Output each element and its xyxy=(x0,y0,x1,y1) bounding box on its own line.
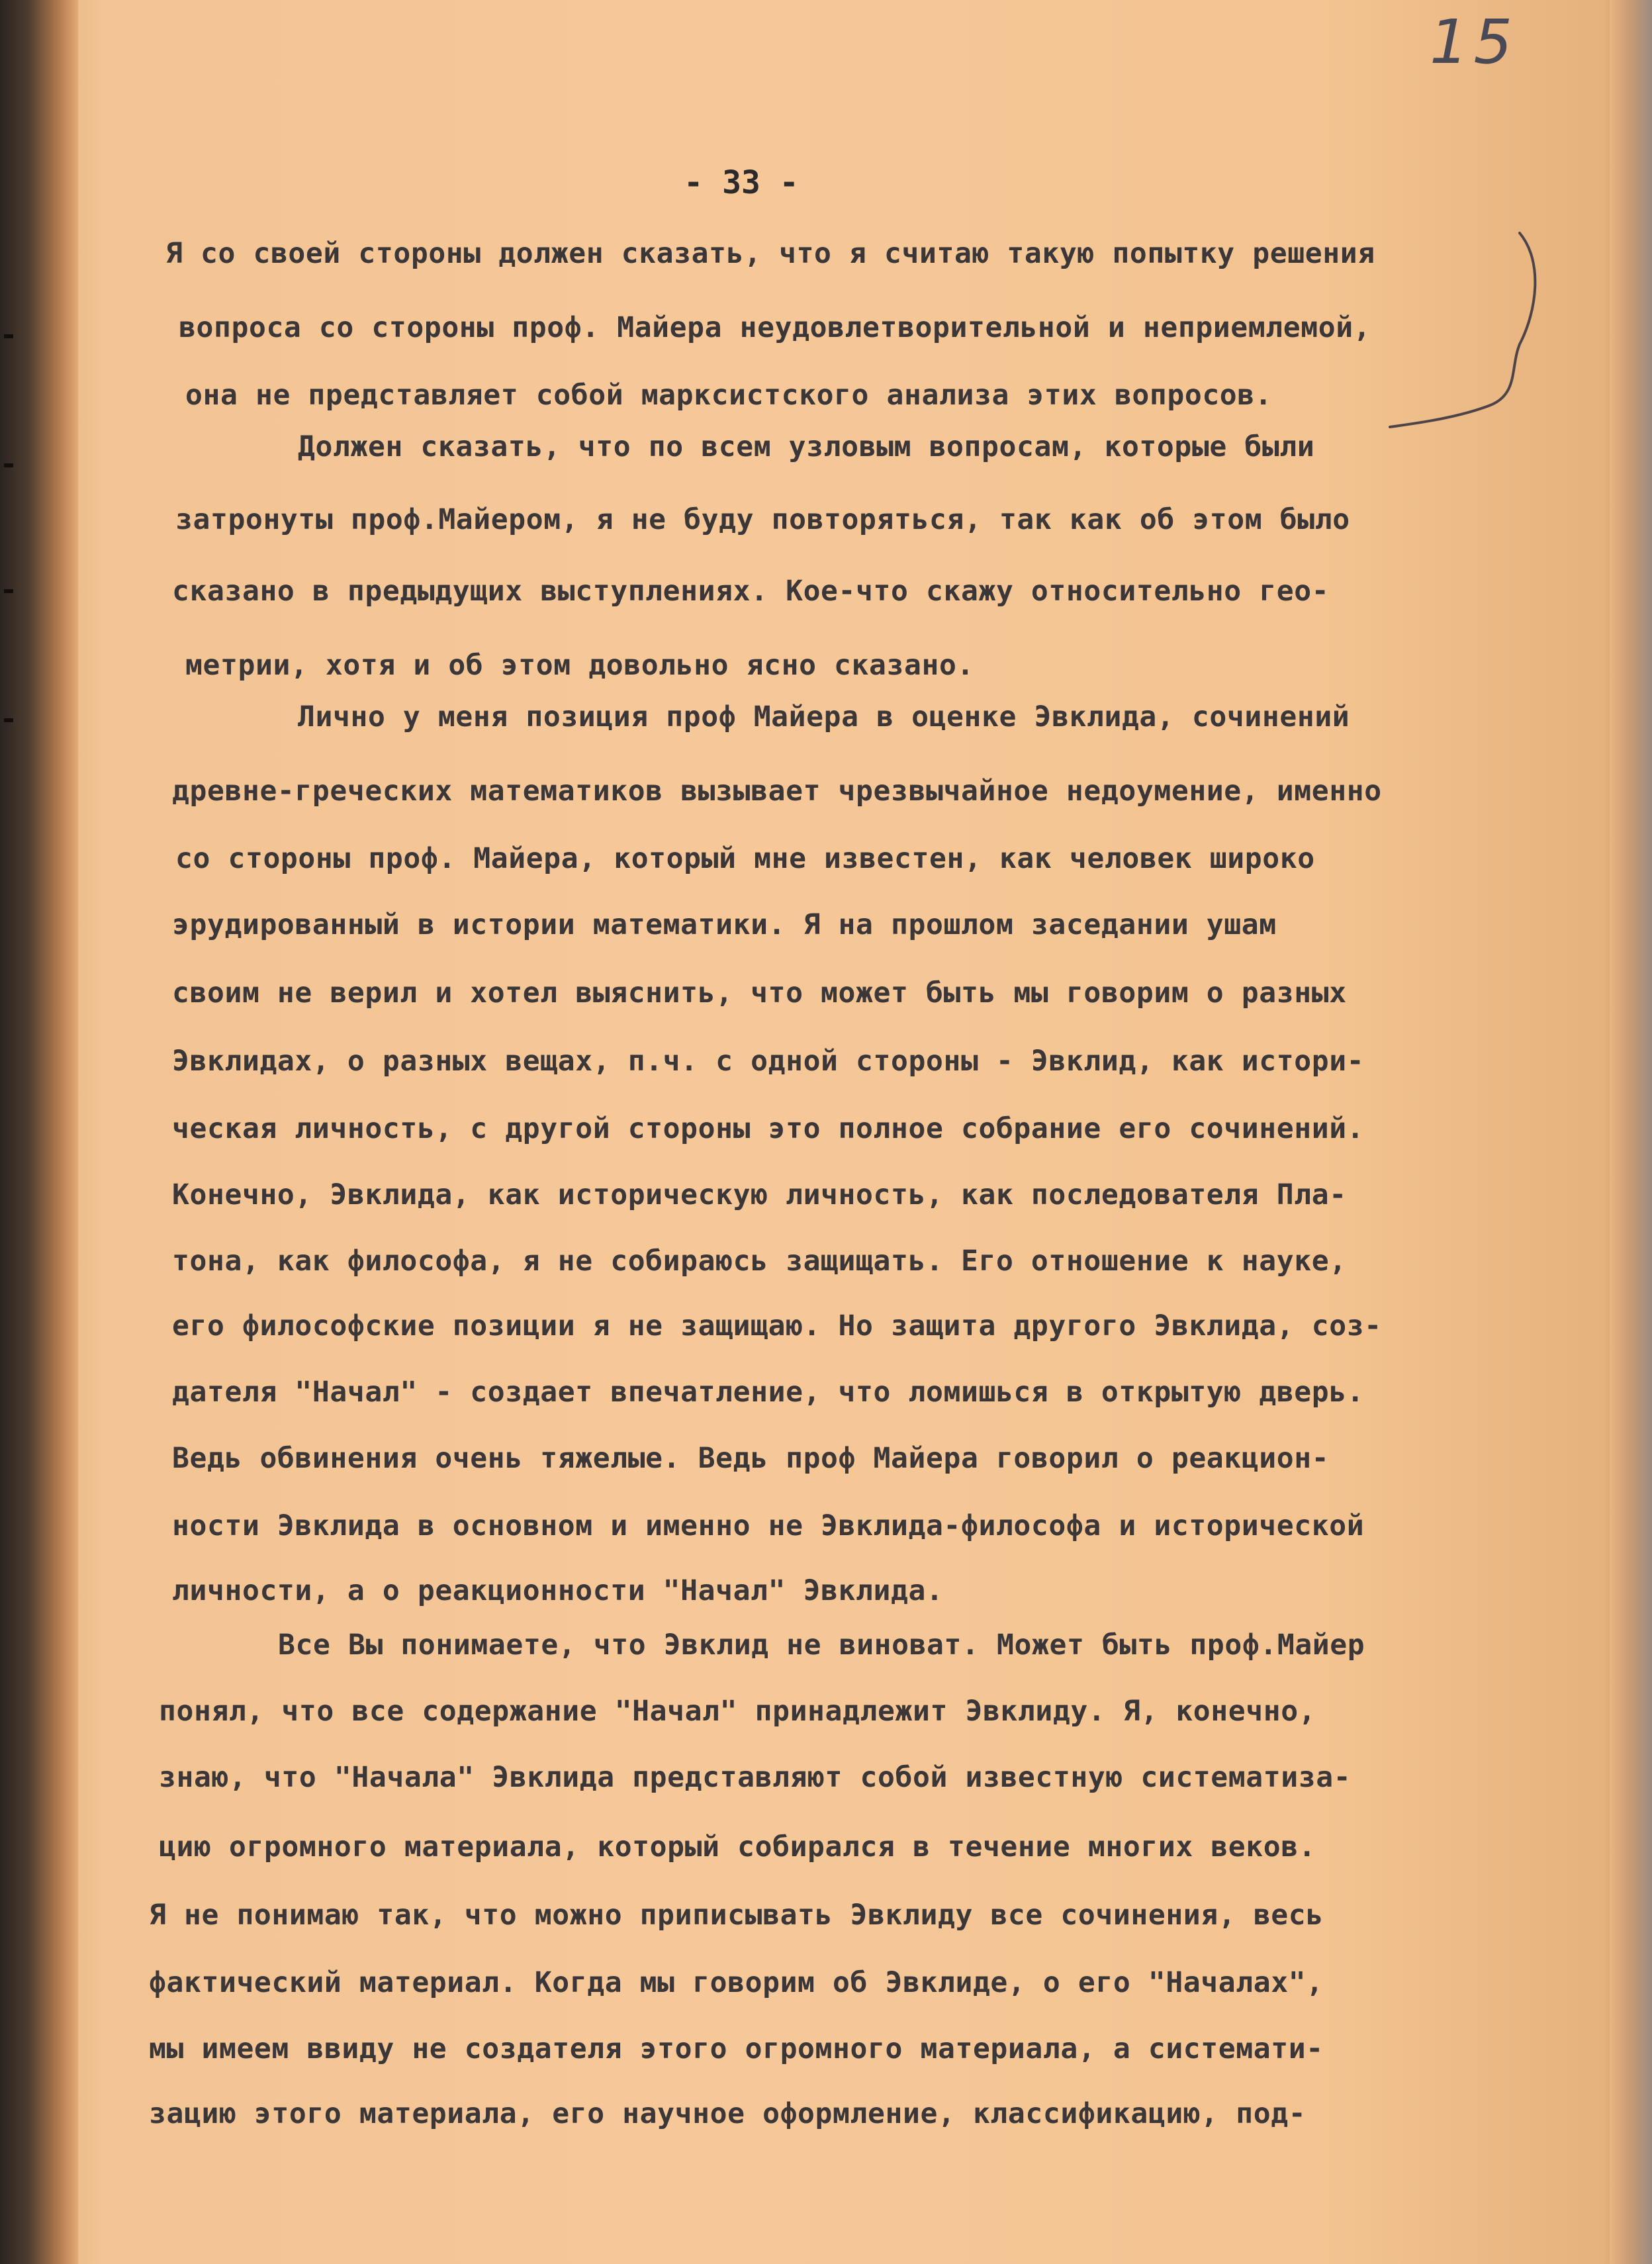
text-line: древне-греческих математиков вызывает чрезвычайное недоумение, именно xyxy=(172,775,1382,808)
text-line: цию огромного материала, который собирался в течение многих веков. xyxy=(159,1830,1316,1863)
text-line: тона, как философа, я не собираюсь защищать. Его отношение к науке, xyxy=(172,1245,1347,1278)
text-line: Я не понимаю так, что можно приписывать Эвклиду все сочинения, весь xyxy=(149,1899,1324,1932)
page-edge-right xyxy=(1610,0,1652,2264)
text-line: его философские позиции я не защищаю. Но защита другого Эвклида, соз- xyxy=(172,1309,1382,1343)
text-line: эрудированный в истории математики. Я на прошлом заседании ушам xyxy=(172,908,1277,941)
text-line: Ведь обвинения очень тяжелые. Ведь проф Майера говорил о реакцион- xyxy=(172,1442,1330,1475)
binding-mark xyxy=(4,334,13,338)
text-line: Лично у меня позиция проф Майера в оценке Эвклида, сочинений xyxy=(298,700,1350,733)
text-line: ности Эвклида в основном и именно не Эвклида-философа и исторической xyxy=(172,1509,1365,1542)
page-number: - 33 - xyxy=(684,164,799,201)
text-line: знаю, что "Начала" Эвклида представляют собой известную систематиза- xyxy=(159,1761,1352,1794)
text-line: метрии, хотя и об этом довольно ясно сказано. xyxy=(185,649,974,682)
text-line: она не представляет собой марксистского анализа этих вопросов. xyxy=(185,379,1273,412)
text-line: зацию этого материала, его научное оформление, классификацию, под- xyxy=(149,2097,1307,2130)
binding-mark xyxy=(4,463,13,467)
text-line: Конечно, Эвклида, как историческую личность, как последователя Пла- xyxy=(172,1178,1347,1211)
text-line: Должен сказать, что по всем узловым вопросам, которые были xyxy=(298,430,1315,463)
text-line: личности, а о реакционности "Начал" Эвклида. xyxy=(172,1574,944,1607)
text-line: понял, что все содержание "Начал" принадлежит Эвклиду. Я, конечно, xyxy=(159,1695,1316,1728)
text-line: фактический материал. Когда мы говорим об Эвклиде, о его "Началах", xyxy=(149,1966,1324,1999)
text-line: Эвклидах, о разных вещах, п.ч. с одной стороны - Эвклид, как истори- xyxy=(172,1045,1365,1078)
text-line: со стороны проф. Майера, который мне известен, как человек широко xyxy=(175,842,1315,875)
binding-edge xyxy=(0,0,19,2264)
text-line: Все Вы понимаете, что Эвклид не виноват. Может быть проф.Майер xyxy=(278,1628,1365,1662)
text-line: сказано в предыдущих выступлениях. Кое-что скажу относительно гео- xyxy=(172,575,1330,608)
handwritten-folio-number: 15 xyxy=(1430,7,1518,77)
text-line: мы имеем ввиду не создателя этого огромного материала, а системати- xyxy=(149,2032,1324,2065)
text-line: своим не верил и хотел выяснить, что может быть мы говорим о разных xyxy=(172,976,1347,1010)
text-line: затронуты проф.Майером, я не буду повторяться, так как об этом было xyxy=(175,503,1350,536)
text-line: дателя "Начал" - создает впечатление, что ломишься в открытую дверь. xyxy=(172,1376,1365,1409)
text-line: Я со своей стороны должен сказать, что я считаю такую попытку решения xyxy=(165,237,1375,270)
binding-mark xyxy=(4,589,13,593)
text-line: ческая личность, с другой стороны это полное собрание его сочинений. xyxy=(172,1112,1365,1145)
text-line: вопроса со стороны проф. Майера неудовлетворительной и неприемлемой, xyxy=(179,311,1371,344)
binding-mark xyxy=(4,718,13,722)
